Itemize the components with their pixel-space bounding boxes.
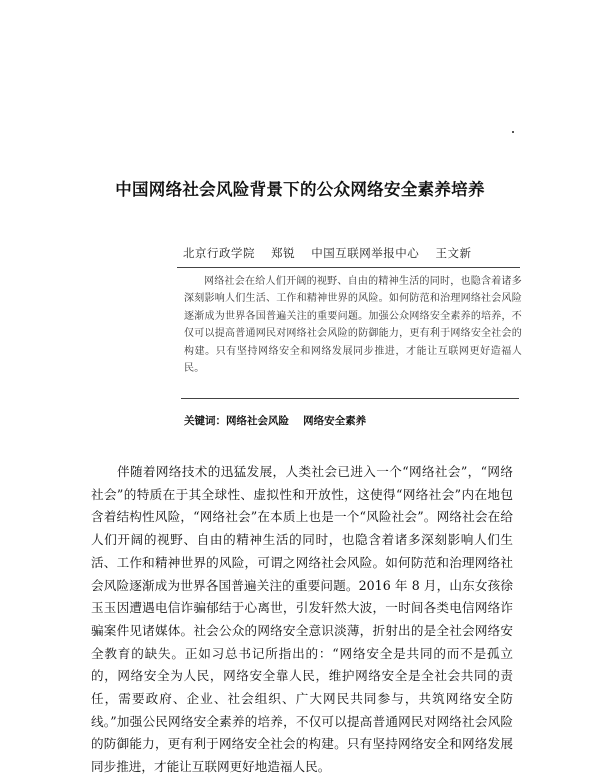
keywords (184, 413, 366, 428)
page-title: 中国网络社会风险背景下的公众网络安全素养培养 (115, 180, 485, 199)
keywords-label: 关键词： (184, 415, 226, 427)
top-divider (177, 267, 520, 268)
body-paragraph: 伴随着网络技术的迅猛发展，人类社会已进入一个“网络社会”，“网络社会”的特质在于其全球性、虚拟性和开放性，这使得“网络社会”内在地包含着结构性风险，“网络社会”在本质上也是一个“风险社会”。网络社会在给人们开阔的视野、自由的精神生活的同时，也隐含着诸多深刻影响人们生活、工作和精神世界的风险，可谓之网络社会风险。如何防范和治理网络社会风险逐渐成为世界各国普遍关注的重要问题。2016 年 8 月，山东女孩徐玉玉因遭遇电信诈骗郁结于心离世，引发轩然大波，一时间各类电信网络诈骗案件见诸媒体。社会公众的网络安全意识淡薄，折射出的是全社会网络安全教育的缺失。正如习总书记所指出的：“网络安全是共同的而不是孤立的，网络安全为人民，网络安全靠人民，维护网络安全是全社会共同的责任，需要政府、企业、社会组织、广大网民共同参与，共筑网络安全防线。”加强公民网络安全素养的培养，不仅可以提高普通网民对网络社会风险的防御能力，更有利于网络安全社会的构建。只有坚持网络安全和网络发展同步推进，才能让互联网更好地造福人民。 (91, 464, 513, 775)
bottom-divider (181, 398, 519, 399)
abstract: 网络社会在给人们开阔的视野、自由的精神生活的同时，也隐含着诸多深刻影响人们生活、工作和精神世界的风险。如何防范和治理网络社会风险逐渐成为世界各国普遍关注的重要问题。加强公众网络安全素养的培养，不仅可以提高普通网民对网络社会风险的防御能力，更有利于网络安全社会的构建。只有坚持网络安全和网络发展同步推进，才能让互联网更好造福人民。 (184, 276, 522, 375)
author-line: 北京行政学院 郑锐 中国互联网举报中心 王文新 (183, 246, 472, 260)
keywords-value: 网络社会风险 网络安全素养 (226, 415, 367, 427)
stray-dot (512, 131, 514, 133)
